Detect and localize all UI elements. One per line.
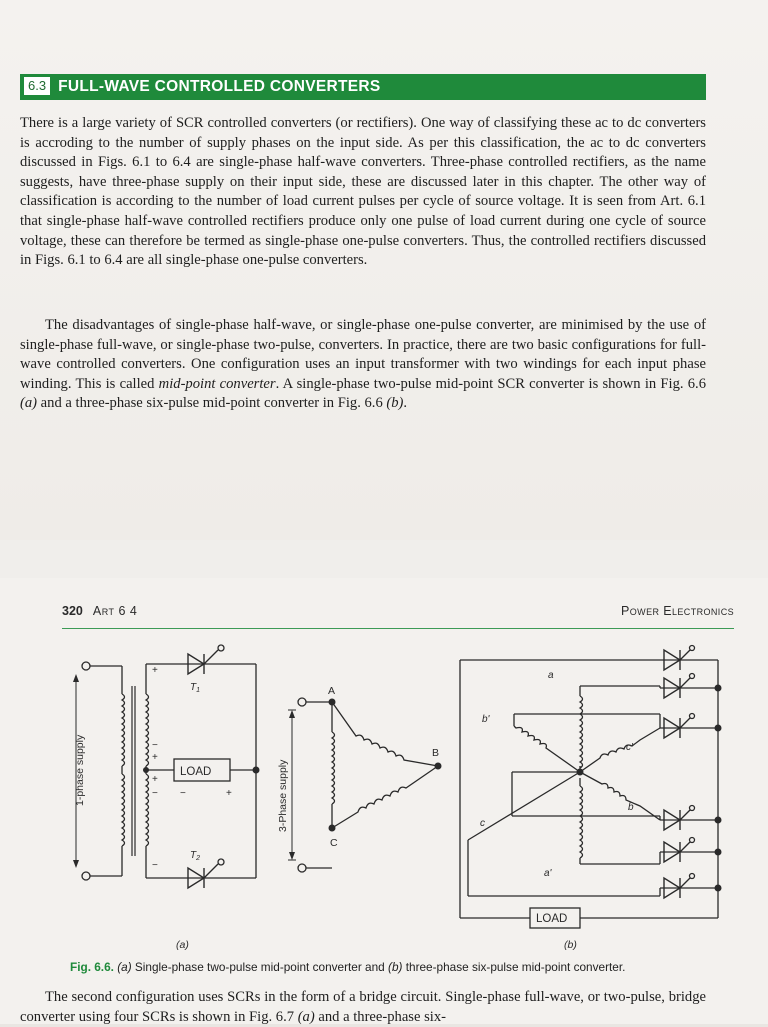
thyristor-t2-label: $T_2$ <box>190 850 201 862</box>
delta-coil-bc <box>332 766 438 828</box>
primary-coil-upper <box>122 694 125 766</box>
primary-coil-lower <box>122 774 125 846</box>
minus-sign-secondary-mid-upper: − <box>152 740 158 751</box>
load-plus-sign: + <box>226 788 232 799</box>
load-minus-sign: − <box>180 788 186 799</box>
secondary-coil-upper <box>146 694 149 766</box>
paragraph-3-part-2: and a three-phase six- <box>314 1008 447 1025</box>
figure-caption <box>70 960 730 974</box>
winding-a-prime-label: a' <box>544 868 552 879</box>
running-head <box>62 604 734 624</box>
caption-label: Fig. 6.6. <box>70 960 114 974</box>
figure-6-6 <box>60 636 740 956</box>
panel-label-b: (b) <box>564 939 577 951</box>
secondary-coil-lower <box>146 774 149 846</box>
supply-label-b: 3-Phase supply <box>277 759 289 832</box>
terminal-top-a <box>82 662 90 670</box>
circuit-b-primary <box>288 698 442 872</box>
thyristor-t1-label: $T_1$ <box>190 682 201 694</box>
paragraph-2 <box>20 316 706 414</box>
panel-label-a: (a) <box>176 939 189 951</box>
winding-b-prime-label: b' <box>482 714 490 725</box>
paragraph-2-emphasis: mid-point converter <box>158 375 276 392</box>
coil-b-prime <box>514 726 580 772</box>
caption-ref-b: (b) <box>388 960 403 974</box>
delta-coil-ab <box>332 702 438 766</box>
delta-coil-ac <box>332 732 335 804</box>
book-title: Power Electronics <box>621 604 734 618</box>
thyristor-b1 <box>660 650 680 670</box>
thyristor-b5 <box>660 842 680 862</box>
thyristor-b2 <box>660 678 680 698</box>
paragraph-3-ref-a: (a) <box>297 1008 315 1025</box>
thyristor-t2 <box>184 868 204 888</box>
node-b-label: B <box>432 747 440 759</box>
paragraph-2-ref-b: (b) <box>386 395 404 412</box>
thyristor-b6 <box>660 878 680 898</box>
node-a-label: A <box>328 685 336 697</box>
plus-sign-secondary-mid-upper: + <box>152 752 158 763</box>
terminal-bottom-a <box>82 872 90 880</box>
circuit-a <box>73 645 260 888</box>
winding-c-label: c <box>480 818 485 829</box>
node-c-label: C <box>330 837 338 849</box>
coil-c-prime <box>580 728 660 772</box>
paragraph-3-part-1: The second configuration uses SCRs in the form of a bridge circuit. Single-phase full-wave, or two-pulse, bridge converter using four SCRs is shown in Fig. 6.7 <box>20 989 706 1025</box>
paragraph-1: There is a large variety of SCR controlled converters (or rectifiers). One way of classifying these ac to dc converters is accroding to the number of supply phases on the input side. As per this classification, the ac to dc converters discussed in Figs. 6.1 to 6.4 are single-phase half-wave converters. Three-phase controlled rectifiers, as the name suggests, have three-phase supply on their input side, these are discussed later in this chapter. The other way of classification is according to the number of load current pulses per cycle of source voltage. It is seen from Art. 6.1 that single-phase half-wave controlled rectifiers produce only one pulse of load current during one cycle of source voltage, these can therefore be termed as single-phase one-pulse converters. Thus, the controlled rectifiers discussed in Figs. 6.1 to 6.4 are all single-phase one-pulse converters. <box>20 115 706 269</box>
minus-sign-secondary-bottom: − <box>152 860 158 871</box>
header-rule <box>62 628 734 629</box>
coil-a <box>580 696 583 768</box>
minus-sign-secondary-mid-lower: − <box>152 788 158 799</box>
coil-a-prime <box>580 786 583 858</box>
paragraph-2-part-4: . <box>403 395 408 412</box>
caption-text-2: three-phase six-pulse mid-point converter. <box>402 960 626 974</box>
section-number: 6.3 <box>24 77 50 95</box>
winding-c-prime-label: c' <box>626 742 633 753</box>
page-number: 320 <box>62 604 83 618</box>
paragraph-2-part-3: and a three-phase six-pulse mid-point converter in Fig. 6.6 <box>37 395 387 412</box>
winding-b-label: b <box>628 802 634 813</box>
plus-sign-secondary-top: + <box>152 665 158 676</box>
article-label: Art 6 4 <box>92 604 138 618</box>
winding-a-label: a <box>548 670 554 681</box>
thyristor-t1 <box>184 654 204 674</box>
paragraph-2-part-2: . A single-phase two-pulse mid-point SCR converter is shown in Fig. 6.6 <box>275 375 706 392</box>
caption-text-1: Single-phase two-pulse mid-point converter and <box>131 960 389 974</box>
paragraph-2-ref-a: (a) <box>20 395 38 412</box>
paragraph-3 <box>20 988 706 1027</box>
thyristor-b4 <box>660 810 680 830</box>
section-title: FULL-WAVE CONTROLLED CONVERTERS <box>58 78 381 95</box>
circuit-b-secondary <box>460 646 722 929</box>
plus-sign-secondary-mid-lower: + <box>152 774 158 785</box>
thyristor-b3 <box>660 718 680 738</box>
page-gap <box>0 540 768 580</box>
supply-label-a: 1-phase supply <box>74 734 86 806</box>
section-heading <box>20 74 706 100</box>
coil-b <box>580 772 660 820</box>
caption-ref-a: (a) <box>117 960 132 974</box>
load-label-a: LOAD <box>180 766 212 778</box>
load-label-b: LOAD <box>536 913 568 925</box>
paragraph-2-part-1: The disadvantages of single-phase half-wave, or single-phase one-pulse converter, are minimised by the use of single-phase full-wave, or single-phase two-pulse, converters. In practice, there are two basic configurations for full-wave controlled converters. One configuration uses an input transformer with two windings for each input phase winding. This is called <box>20 317 706 392</box>
